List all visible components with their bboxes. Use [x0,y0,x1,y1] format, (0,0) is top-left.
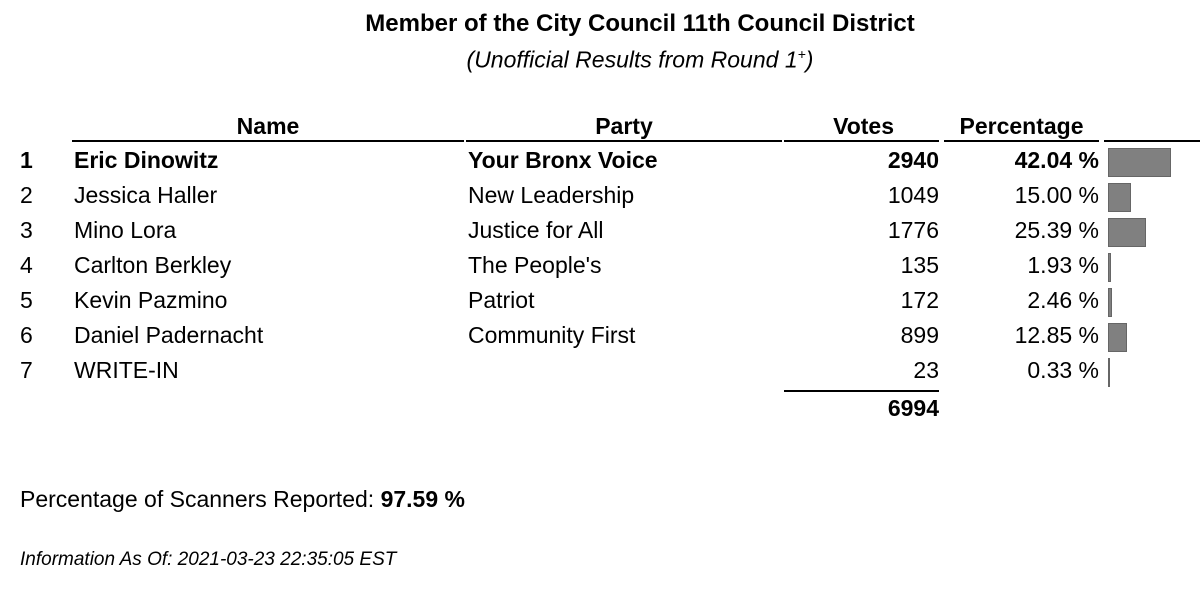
candidate-votes: 2940 [887,147,939,173]
table-row [0,248,1200,283]
candidate-votes: 1049 [887,182,939,208]
page-subtitle [0,46,1200,74]
candidate-name: Kevin Pazmino [74,287,228,313]
column-header-percentage: Percentage [944,108,1099,142]
candidate-votes: 172 [900,287,939,313]
table-row [0,353,1200,388]
column-header-votes: Votes [784,108,939,142]
scanners-reported [20,486,465,513]
table-row [0,213,1200,248]
scanners-value: 97.59 % [380,486,465,512]
subtitle-text: (Unofficial Results from Round 1 [466,46,798,73]
candidate-rank: 5 [20,287,33,313]
candidate-percentage: 12.85 % [1014,322,1099,348]
total-votes: 6994 [887,395,939,421]
candidate-percentage: 42.04 % [1014,147,1099,173]
candidate-percentage: 15.00 % [1014,182,1099,208]
candidate-party: Your Bronx Voice [468,147,658,173]
scanners-label: Percentage of Scanners Reported: [20,486,375,512]
candidate-percentage: 1.93 % [1027,252,1099,278]
candidate-name: Mino Lora [74,217,177,243]
candidate-party: Justice for All [468,217,604,243]
column-header-party: Party [466,108,782,142]
percentage-bar [1108,358,1110,387]
candidate-percentage: 25.39 % [1014,217,1099,243]
candidate-rank: 1 [20,147,33,173]
candidate-rank: 3 [20,217,33,243]
candidate-party: Patriot [468,287,535,313]
table-row [0,143,1200,178]
percentage-bar [1108,253,1111,282]
candidate-votes: 135 [900,252,939,278]
candidate-votes: 23 [913,357,939,383]
percentage-bar [1108,288,1112,317]
candidate-party: The People's [468,252,602,278]
candidate-party: Community First [468,322,636,348]
information-timestamp: Information As Of: 2021-03-23 22:35:05 EST [20,549,397,570]
percentage-bar [1108,148,1171,177]
candidate-percentage: 0.33 % [1027,357,1099,383]
candidate-name: Eric Dinowitz [74,147,219,173]
page-title: Member of the City Council 11th Council District [365,10,915,37]
table-row [0,283,1200,318]
subtitle-close: ) [805,46,814,73]
candidate-party: New Leadership [468,182,635,208]
percentage-bar [1108,218,1146,247]
candidate-name: Carlton Berkley [74,252,232,278]
subtitle-footnote-marker: + [797,46,806,62]
candidate-name: Daniel Padernacht [74,322,264,348]
percentage-bar [1108,323,1127,352]
candidate-rank: 4 [20,252,33,278]
candidate-votes: 1776 [887,217,939,243]
table-row [0,318,1200,353]
candidate-name: Jessica Haller [74,182,218,208]
candidate-percentage: 2.46 % [1027,287,1099,313]
candidate-name: WRITE-IN [74,357,179,383]
candidate-rank: 6 [20,322,33,348]
candidate-rank: 2 [20,182,33,208]
candidate-rank: 7 [20,357,33,383]
table-row [0,178,1200,213]
percentage-bar [1108,183,1131,212]
candidate-votes: 899 [900,322,939,348]
column-header-bar [1104,108,1200,142]
column-header-name: Name [72,108,464,142]
